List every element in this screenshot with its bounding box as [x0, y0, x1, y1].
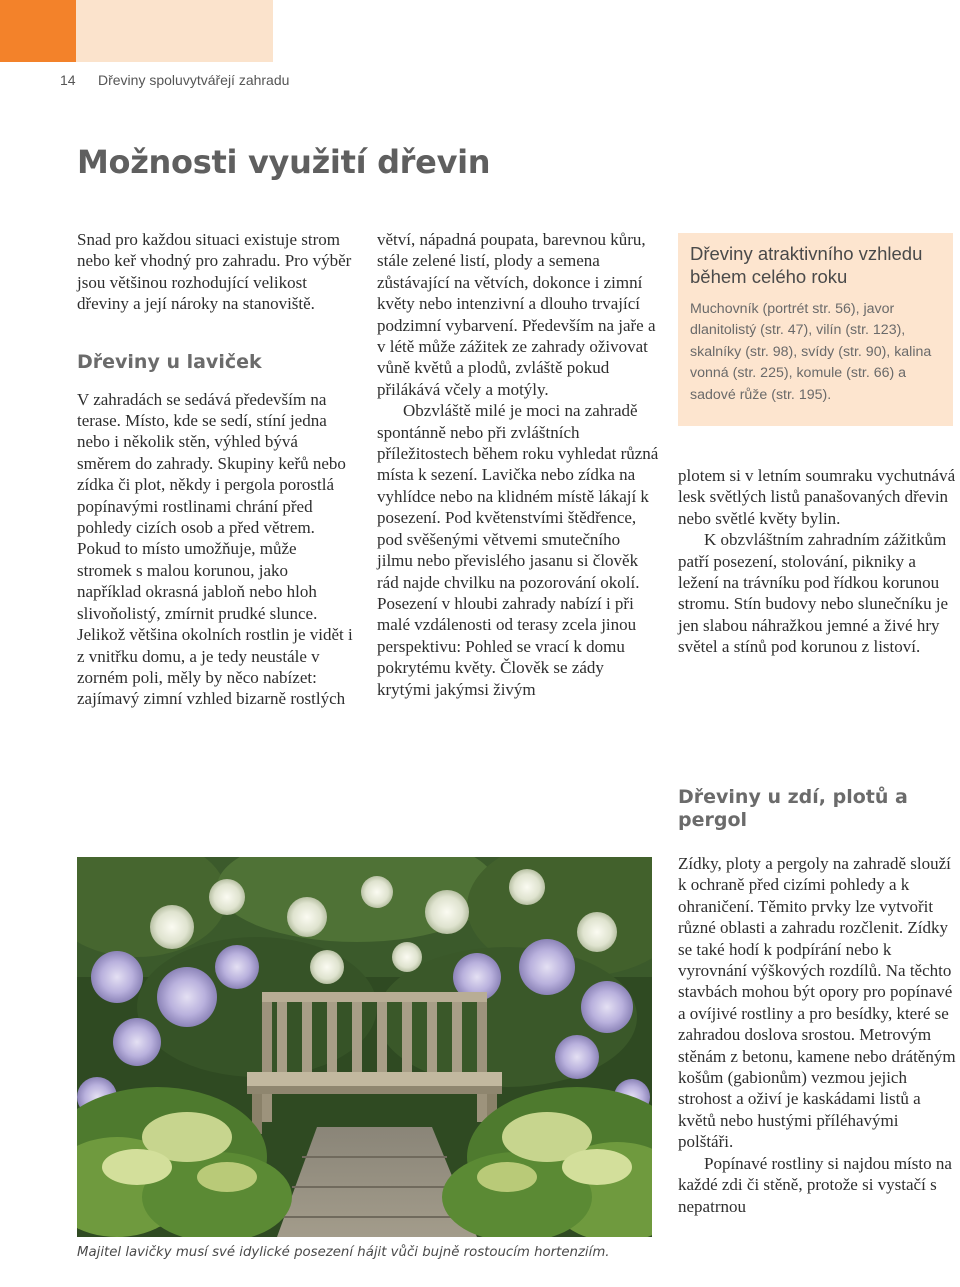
sidebar-title: Dřeviny atraktivního vzhledu během celého roku	[690, 243, 923, 287]
orange-corner-tab	[0, 0, 76, 62]
column-3-paragraph-2: K obzvláštním zahradním zážitkům patří posezení, stolování, pikniky a ležení na trávníku pod řídkou korunou stromu. Stín budovy nebo slunečníku je jen slabou náhražkou jemné a živé hry světel a stínů pod korunou z listoví.	[678, 530, 949, 657]
column-2	[377, 229, 659, 700]
photo-caption: Majitel lavičky musí své idylické posezení hájit vůči bujně rostoucím hortenziím.	[77, 1245, 610, 1260]
section-heading-walls: Dřeviny u zdí, plotů a pergol	[678, 786, 908, 831]
sidebar-box	[678, 233, 953, 426]
column-3-paragraph-3: Zídky, ploty a pergoly na zahradě slouží k ochraně před cizími pohledy a k ohraničení. Těmito prvky lze vytvořit různé oblasti a zahradu rozčlenit. Zídky se také hodí k podpírání nebo k vyrovnání výškových rozdílů. Na těchto stavbách mohou být opory pro popínavé a ovíjivé rostliny a pro besídky, které se zahradou doslova srostou. Metrovým stěnám z betonu, kamene nebo drátěným košům (gabionům) vezmou jejich strohost a oživí je kaskádami listů a květů nebo hustými příléhavými polštáři.	[678, 854, 956, 1152]
intro-paragraph: Snad pro každou situaci existuje strom nebo keř vhodný pro zahradu. Pro výběr jsou většinou rozhodující velikost dřeviny a její nároky na stanoviště.	[77, 230, 352, 314]
column-3-paragraph-4: Popínavé rostliny si najdou místo na každé zdi či stěně, protože si vystačí s nepatrnou	[678, 1153, 952, 1216]
column-1	[77, 229, 355, 710]
column-3-bottom	[678, 853, 956, 1217]
section-heading-benches: Dřeviny u laviček	[77, 350, 262, 373]
running-title: Dřeviny spoluvytvářejí zahradu	[98, 72, 290, 88]
sidebar-text: Muchovník (portrét str. 56), javor dlanitolistý (str. 47), vilín (str. 123), skalníky (str. 98), svídy (str. 90), kalina vonná (str. 225), komule (str. 66) a sadové růže (str. 195).	[690, 301, 932, 403]
garden-bench-photo	[77, 857, 652, 1237]
benches-paragraph: V zahradách se sedává především na terase. Místo, kde se sedí, stíní jedna nebo i několik stěn, výhled bývá směrem do zahrady. Skupiny keřů nebo zídka či plot, někdy i pergola porostlá popínavými rostlinami chrání před pohledy cizích osob a před větrem. Pokud to místo umožňuje, může stromek s malou korunou, jako například okrasná jabloň nebo hloh slivoňolistý, zmírnit prudké slunce. Jelikož většina okolních rostlin je vidět i z vnitřku domu, a je tedy neustále v zorném poli, měly by něco nabízet: zajímavý zimní vzhled bizarně rostlých	[77, 389, 353, 709]
page-title: Možnosti využití dřevin	[77, 143, 491, 181]
column-2-paragraph-1: větví, nápadná poupata, barevnou kůru, stále zelené listí, plody a semena zůstávající na větvích, dokonce i zimní květy nebo intenzivní a dlouho trvající podzimní vybarvení. Především na jaře a v létě může zážitek ze zahrady oživovat vůně květů a plodů, zvláště pokud přilákává včely a motýly.	[377, 230, 656, 399]
column-3-paragraph-1: plotem si v letním soumraku vychutnává lesk světlých listů panašovaných dřevin nebo světlé květy bylin.	[678, 466, 956, 528]
running-header	[60, 72, 289, 88]
page-number: 14	[60, 72, 76, 88]
column-3-top	[678, 465, 956, 658]
column-2-paragraph-2: Obzvláště milé je moci na zahradě spontánně nebo při zvláštních příležitostech během roku vyhledat různá místa k sezení. Lavička nebo zídka na vyhlídce nebo na klidném místě lákají k posezení. Pod květenstvími štědřence, pod svěšenými větvemi smutečního jilmu nebo převislého jasanu si člověk rád najde chvilku na pozorování okolí. Posezení v hloubi zahrady nabízí i při malé vzdálenosti od terasy zcela jinou perspektivu: Pohled se vrací k domu pokrytému květy. Člověk se zády krytými jakýmsi živým	[377, 401, 659, 699]
peach-corner-tab	[76, 0, 273, 62]
